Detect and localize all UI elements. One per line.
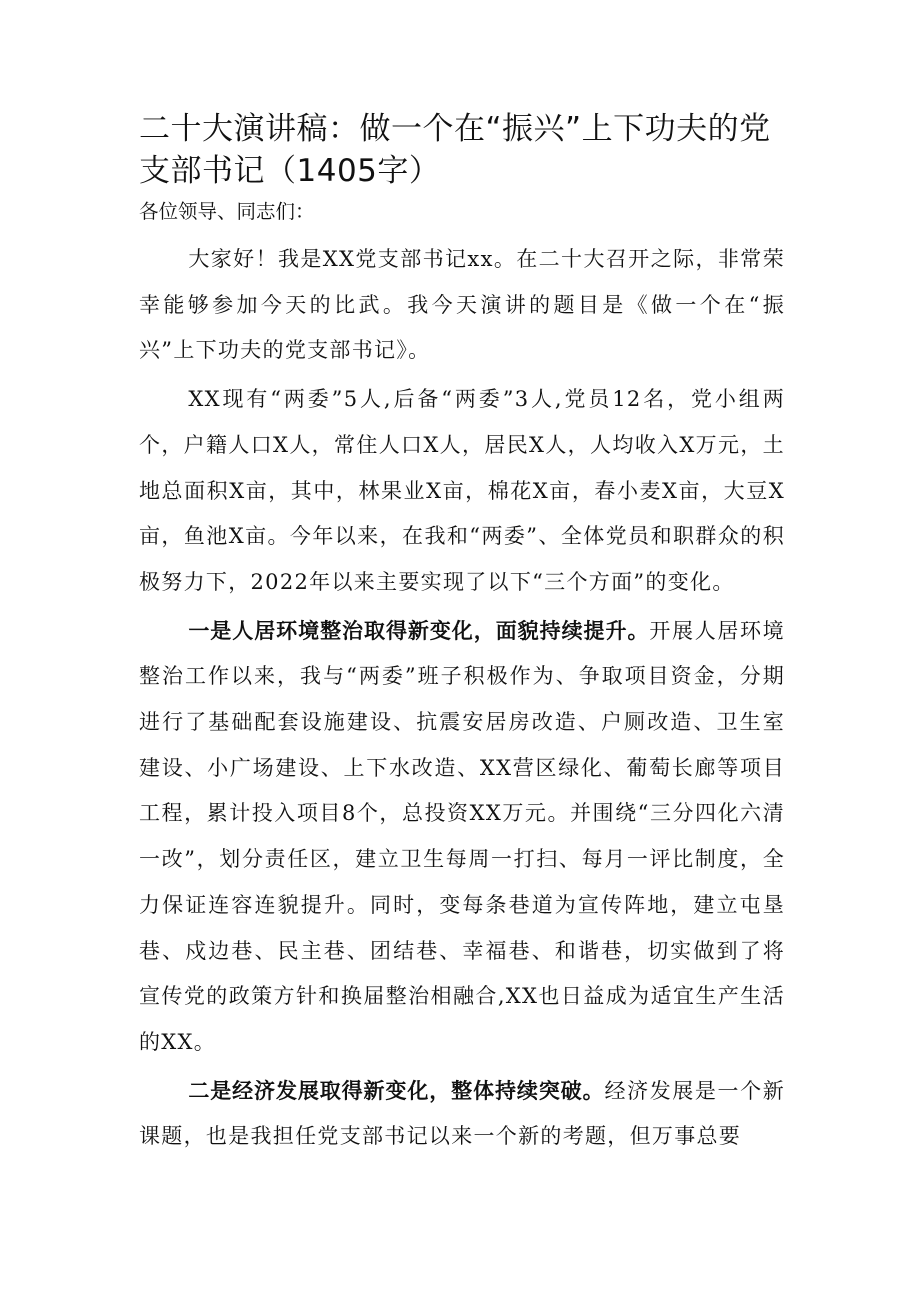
paragraph-overview: [139, 377, 785, 606]
document-page: [139, 108, 785, 1163]
paragraph-text: 大家好！我是XX党支部书记xx。在二十大召开之际，非常荣幸能够参加今天的比武。我今天演讲的题目是《做一个在“振兴”上下功夫的党支部书记》。: [139, 247, 785, 363]
paragraph-greeting: [139, 237, 785, 374]
paragraph-text: 开展人居环境整治工作以来，我与“两委”班子积极作为、争取项目资金，分期进行了基础配套设施建设、抗震安居房改造、户厕改造、卫生室建设、小广场建设、上下水改造、XX营区绿化、葡萄长廊等项目工程，累计投入项目8个，总投资XX万元。并围绕“三分四化六清一改”，划分责任区，建立卫生每周一打扫、每月一评比制度，全力保证连容连貌提升。同时，变每条巷道为宣传阵地，建立屯垦巷、戍边巷、民主巷、团结巷、幸福巷、和谐巷，切实做到了将宣传党的政策方针和换届整治相融合,XX也日益成为适宜生产生活的XX。: [139, 618, 785, 1054]
paragraph-economy: [139, 1069, 785, 1160]
salutation: 各位领导、同志们：: [139, 200, 315, 223]
document-title: 二十大演讲稿：做一个在“振兴”上下功夫的党支部书记（1405字）: [139, 111, 771, 189]
paragraph-text: 经济发展是一个新课题，也是我担任党支部书记以来一个新的考题，但万事总要: [139, 1078, 785, 1149]
paragraph-environment: [139, 609, 785, 1066]
paragraph-lead: 二是经济发展取得新变化，整体持续突破。: [188, 1078, 605, 1103]
paragraph-text: XX现有“两委”5人,后备“两委”3人,党员12名，党小组两个，户籍人口X人，常住人口X人，居民X人，人均收入X万元，土地总面积X亩，其中，林果业X亩，棉花X亩，春小麦X亩，大豆X亩，鱼池X亩。今年以来，在我和“两委”、全体党员和职群众的积极努力下，2022年以来主要实现了以下“三个方面”的变化。: [139, 387, 785, 594]
paragraph-lead: 一是人居环境整治取得新变化，面貌持续提升。: [188, 618, 650, 643]
